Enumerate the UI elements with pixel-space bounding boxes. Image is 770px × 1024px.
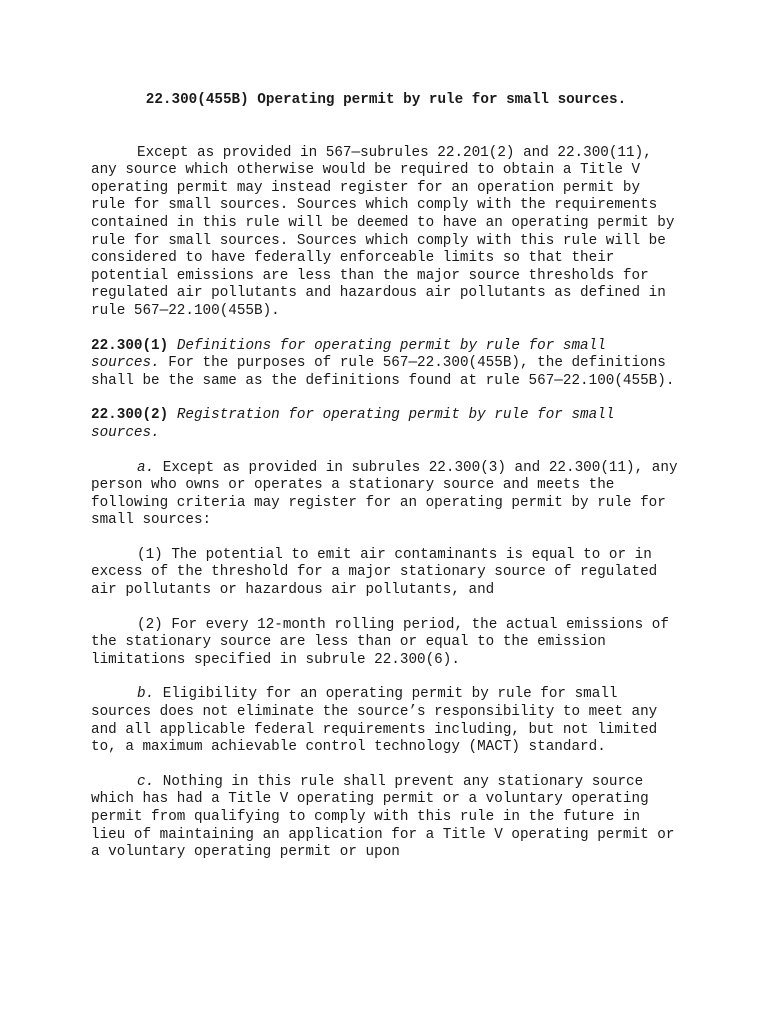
paragraph-a-text: Except as provided in subrules 22.300(3) and 22.300(11), any person who owns or operates a stationary source and meets the following criteria may register for an operating permit by rule for small sources: xyxy=(91,459,678,529)
subrule-1-number: 22.300(1) xyxy=(91,337,169,354)
paragraph-a xyxy=(91,460,681,530)
subrule-1-heading: Definitions for operating permit by rule for small sources. xyxy=(91,337,606,372)
rule-title: 22.300(455B) Operating permit by rule for small sources. xyxy=(145,92,627,108)
subparagraph-1: (1) The potential to emit air contaminants is equal to or in excess of the threshold for a major stationary source of regulated air pollutants or hazardous air pollutants, and xyxy=(91,546,658,599)
intro-paragraph: Except as provided in 567—subrules 22.201(2) and 22.300(11), any source which otherwise would be required to obtain a Title V operating permit may instead register for an operation permit by rule for small sources. Sources which comply with the requirements contained in this rule will be deemed to have an operating permit by rule for small sources. Sources which comply with this rule will be considered to have federally enforceable limits so that their potential emissions are less than the major source thresholds for regulated air pollutants and hazardous air pollutants as defined in rule 567—22.100(455B). xyxy=(91,144,675,319)
paragraph-b-text: Eligibility for an operating permit by rule for small sources does not eliminate the source’s responsibility to meet any and all applicable federal requirements including, but not limited to, a maximum achievable control technology (MACT) standard. xyxy=(91,686,658,756)
paragraph-c-text: Nothing in this rule shall prevent any stationary source which has had a Title V operating permit or a voluntary operating permit from qualifying to comply with this rule in the future in lieu of maintaining an application for a Title V operating permit or a voluntary operating permit or upon xyxy=(91,773,675,861)
subrule-1 xyxy=(91,338,681,391)
paragraph-b-letter: b. xyxy=(137,686,155,703)
subrule-1-text: For the purposes of rule 567—22.300(455B), the definitions shall be the same as the definitions found at rule 567—22.100(455B). xyxy=(91,355,675,389)
document-page xyxy=(91,92,681,879)
subrule-2-heading: Registration for operating permit by rule for small sources. xyxy=(91,407,615,441)
subrule-2-number: 22.300(2) xyxy=(91,407,169,424)
paragraph-c-letter: c. xyxy=(137,773,155,790)
paragraph-b xyxy=(91,686,681,756)
subparagraph-2: (2) For every 12-month rolling period, the actual emissions of the stationary source are less than or equal to the emission limitations specified in subrule 22.300(6). xyxy=(91,616,669,668)
subrule-2 xyxy=(91,407,681,442)
paragraph-a-letter: a. xyxy=(137,459,155,476)
paragraph-c xyxy=(91,774,681,862)
